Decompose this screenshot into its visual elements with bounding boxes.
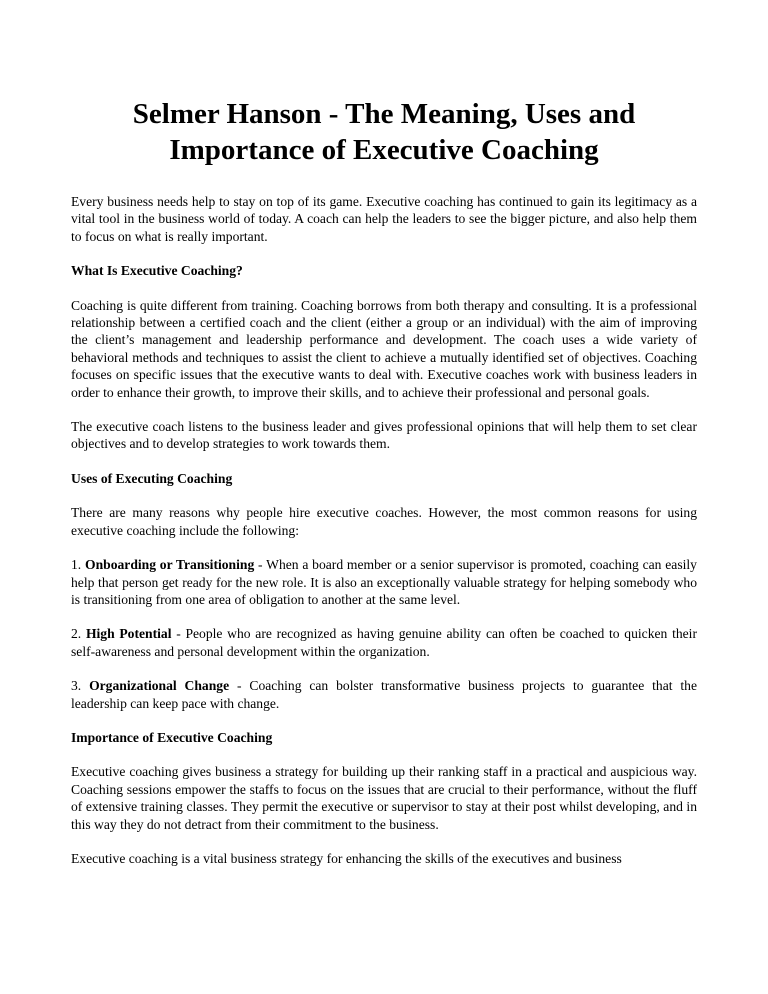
title-line-1: Selmer Hanson - The Meaning, Uses and <box>132 98 636 130</box>
list-item <box>71 677 697 712</box>
list-item <box>71 625 697 660</box>
list-item-number: 2. <box>71 626 82 642</box>
paragraph: Coaching is quite different from training. Coaching borrows from both therapy and consulting. It is a professional relationship between a certified coach and the client (either a group or an individual) with the aim of improving the client’s management and leadership performance and development. The coach uses a wide variety of behavioral methods and techniques to assist the client to achieve a mutually identified set of objectives. Coaching focuses on specific issues that the executive wants to deal with. Executive coaches work with business leaders in order to enhance their growth, to improve their skills, and to achieve their professional and personal goals. <box>71 297 697 400</box>
list-item-term: High Potential <box>85 626 172 642</box>
section-heading-uses: Uses of Executing Coaching <box>71 470 233 486</box>
list-item-number: 3. <box>71 678 82 694</box>
paragraph: Executive coaching is a vital business strategy for enhancing the skills of the executives and business <box>71 850 622 866</box>
list-item-term: Onboarding or Transitioning <box>85 557 255 573</box>
section-heading-importance: Importance of Executive Coaching <box>71 729 273 745</box>
list-item <box>71 556 697 608</box>
list-item-term: Organizational Change <box>89 678 230 694</box>
uses-intro-paragraph: There are many reasons why people hire executive coaches. However, the most common reasons for using executive coaching include the following: <box>71 505 697 538</box>
list-item-text: - When a board member or a senior supervisor is promoted, coaching can easily help that person get ready for the new role. It is also an exceptionally valuable strategy for helping somebody who is transitioning from one area of obligation to another at the same level. <box>71 557 697 607</box>
list-item-text: - Coaching can bolster transformative business projects to guarantee that the leadership can keep pace with change. <box>71 678 697 711</box>
document-page <box>71 96 697 884</box>
paragraph: Executive coaching gives business a strategy for building up their ranking staff in a practical and auspicious way. Coaching sessions empower the staffs to focus on the issues that are crucial to their performance, without the fluff of extensive training classes. They permit the executive or supervisor to stay at their post whilst developing, and in this way they do not detract from their commitment to the business. <box>71 764 697 832</box>
paragraph: The executive coach listens to the business leader and gives professional opinions that will help them to set clear objectives and to develop strategies to work towards them. <box>71 419 697 452</box>
intro-paragraph: Every business needs help to stay on top of its game. Executive coaching has continued to gain its legitimacy as a vital tool in the business world of today. A coach can help the leaders to see the bigger picture, and also help them to focus on what is really important. <box>71 194 697 244</box>
list-item-text: - People who are recognized as having genuine ability can often be coached to quicken their self-awareness and personal development within the organization. <box>71 626 697 659</box>
title-line-2: Importance of Executive Coaching <box>169 134 599 166</box>
section-heading-what-is: What Is Executive Coaching? <box>71 263 243 279</box>
document-title <box>71 96 697 168</box>
list-item-number: 1. <box>71 557 82 573</box>
